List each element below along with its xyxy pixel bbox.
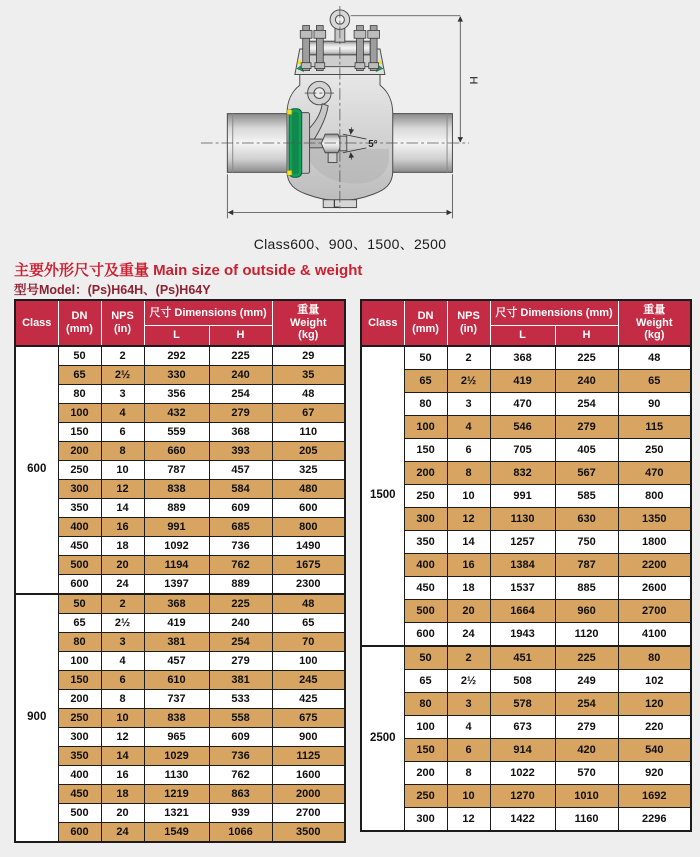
table-cell: 1130: [144, 766, 209, 785]
table-cell: 10: [447, 785, 490, 808]
table-cell: 100: [404, 416, 447, 439]
table-cell: 12: [447, 508, 490, 531]
table-cell: 863: [209, 785, 272, 804]
table-cell: 673: [490, 716, 555, 739]
table-cell: 419: [144, 614, 209, 633]
table-cell: 200: [404, 762, 447, 785]
table-cell: 425: [272, 690, 345, 709]
col-header-weight: 重量 Weight (kg): [618, 300, 691, 346]
table-cell: 2600: [618, 577, 691, 600]
table-cell: 1219: [144, 785, 209, 804]
table-cell: 1120: [555, 623, 618, 647]
table-cell: 381: [144, 633, 209, 652]
col-header-nps: NPS (in): [101, 300, 144, 346]
table-cell: 570: [555, 762, 618, 785]
table-cell: 8: [101, 690, 144, 709]
table-cell: 245: [272, 671, 345, 690]
table-cell: 3: [447, 693, 490, 716]
table-cell: 1029: [144, 747, 209, 766]
dimensions-table-right: [360, 299, 692, 832]
table-cell: 70: [272, 633, 345, 652]
table-cell: 16: [447, 554, 490, 577]
table-cell: 457: [209, 461, 272, 480]
table-cell: 220: [618, 716, 691, 739]
table-cell: 600: [272, 499, 345, 518]
table-cell: 150: [404, 439, 447, 462]
table-cell: 325: [272, 461, 345, 480]
table-cell: 400: [404, 554, 447, 577]
table-cell: 432: [144, 404, 209, 423]
table-cell: 600: [58, 575, 101, 595]
table-cell: 8: [447, 462, 490, 485]
table-cell: 736: [209, 537, 272, 556]
table-cell: 12: [101, 480, 144, 499]
table-cell: 3500: [272, 823, 345, 843]
table-cell: 1125: [272, 747, 345, 766]
table-cell: 3: [101, 385, 144, 404]
table-cell: 115: [618, 416, 691, 439]
table-cell: 787: [144, 461, 209, 480]
table-cell: 67: [272, 404, 345, 423]
table-cell: 80: [404, 693, 447, 716]
table-cell: 2: [447, 646, 490, 670]
table-cell: 1537: [490, 577, 555, 600]
table-cell: 300: [404, 508, 447, 531]
table-cell: 450: [58, 537, 101, 556]
table-cell: 1066: [209, 823, 272, 843]
table-cell: 35: [272, 366, 345, 385]
table-cell: 1257: [490, 531, 555, 554]
table-cell: 1160: [555, 808, 618, 832]
table-cell: 240: [555, 370, 618, 393]
table-cell: 960: [555, 600, 618, 623]
table-cell: 100: [58, 652, 101, 671]
table-cell: 405: [555, 439, 618, 462]
table-cell: 16: [101, 766, 144, 785]
col-header-dn: DN (mm): [404, 300, 447, 346]
table-cell: 1092: [144, 537, 209, 556]
table-cell: 450: [404, 577, 447, 600]
table-cell: 480: [272, 480, 345, 499]
table-cell: 300: [58, 728, 101, 747]
table-cell: 736: [209, 747, 272, 766]
table-cell: 14: [101, 747, 144, 766]
table-cell: 10: [101, 709, 144, 728]
table-cell: 50: [58, 346, 101, 366]
table-cell: 225: [209, 594, 272, 614]
table-cell: 900: [272, 728, 345, 747]
table-cell: 254: [555, 693, 618, 716]
table-cell: 4: [447, 416, 490, 439]
table-cell: 249: [555, 670, 618, 693]
table-cell: 6: [101, 423, 144, 442]
table-cell: 2½: [447, 670, 490, 693]
table-cell: 254: [555, 393, 618, 416]
table-cell: 705: [490, 439, 555, 462]
table-cell: 4: [101, 652, 144, 671]
table-cell: 24: [101, 575, 144, 595]
table-cell: 250: [58, 709, 101, 728]
table-cell: 356: [144, 385, 209, 404]
dimension-tables: [14, 299, 692, 843]
table-cell: 2: [101, 346, 144, 366]
table-cell: 1270: [490, 785, 555, 808]
table-cell: 279: [555, 416, 618, 439]
table-cell: 250: [618, 439, 691, 462]
dim-h-label: H: [467, 76, 480, 85]
table-cell: 254: [209, 385, 272, 404]
table-cell: 939: [209, 804, 272, 823]
table-cell: 420: [555, 739, 618, 762]
table-cell: 914: [490, 739, 555, 762]
table-cell: 500: [58, 556, 101, 575]
table-cell: 80: [58, 633, 101, 652]
table-cell: 150: [58, 423, 101, 442]
table-cell: 609: [209, 499, 272, 518]
table-cell: 4: [101, 404, 144, 423]
table-cell: 10: [447, 485, 490, 508]
table-cell: 889: [144, 499, 209, 518]
table-cell: 1675: [272, 556, 345, 575]
table-cell: 2½: [101, 366, 144, 385]
table-cell: 8: [101, 442, 144, 461]
table-cell: 2296: [618, 808, 691, 832]
table-cell: 200: [404, 462, 447, 485]
table-cell: 50: [58, 594, 101, 614]
table-cell: 102: [618, 670, 691, 693]
table-cell: 20: [101, 556, 144, 575]
table-cell: 368: [490, 346, 555, 370]
table-cell: 279: [209, 404, 272, 423]
table-cell: 100: [404, 716, 447, 739]
table-cell: 4: [447, 716, 490, 739]
table-cell: 750: [555, 531, 618, 554]
class-cell: 1500: [361, 346, 404, 646]
table-cell: 6: [447, 739, 490, 762]
table-cell: 279: [209, 652, 272, 671]
table-cell: 838: [144, 709, 209, 728]
table-cell: 508: [490, 670, 555, 693]
table-cell: 8: [447, 762, 490, 785]
table-cell: 18: [101, 537, 144, 556]
table-cell: 400: [58, 518, 101, 537]
table-cell: 3: [101, 633, 144, 652]
table-cell: 16: [101, 518, 144, 537]
table-cell: 330: [144, 366, 209, 385]
table-cell: 2700: [618, 600, 691, 623]
table-cell: 300: [58, 480, 101, 499]
table-cell: 18: [101, 785, 144, 804]
dimensions-table-left: [14, 299, 346, 843]
table-cell: 559: [144, 423, 209, 442]
table-cell: 500: [404, 600, 447, 623]
table-cell: 800: [272, 518, 345, 537]
table-cell: 630: [555, 508, 618, 531]
table-cell: 2700: [272, 804, 345, 823]
table-cell: 762: [209, 556, 272, 575]
table-cell: 48: [272, 385, 345, 404]
class-cell: 600: [15, 346, 58, 594]
table-cell: 205: [272, 442, 345, 461]
table-cell: 470: [618, 462, 691, 485]
col-header-class: Class: [361, 300, 404, 346]
table-cell: 6: [447, 439, 490, 462]
table-cell: 451: [490, 646, 555, 670]
table-cell: 65: [272, 614, 345, 633]
dim-l-label: L: [332, 198, 340, 211]
table-cell: 14: [101, 499, 144, 518]
table-cell: 80: [58, 385, 101, 404]
table-cell: 1130: [490, 508, 555, 531]
table-cell: 400: [58, 766, 101, 785]
table-cell: 350: [58, 499, 101, 518]
table-cell: 12: [447, 808, 490, 832]
table-cell: 800: [618, 485, 691, 508]
table-cell: 2: [101, 594, 144, 614]
table-cell: 225: [555, 646, 618, 670]
col-header-dimensions: 尺寸 Dimensions (mm): [144, 300, 272, 326]
table-cell: 1422: [490, 808, 555, 832]
table-cell: 500: [58, 804, 101, 823]
table-cell: 2½: [101, 614, 144, 633]
table-cell: 1321: [144, 804, 209, 823]
table-cell: 419: [490, 370, 555, 393]
class-cell: 900: [15, 594, 58, 842]
col-header-dimensions: 尺寸 Dimensions (mm): [490, 300, 618, 326]
table-cell: 787: [555, 554, 618, 577]
table-cell: 240: [209, 366, 272, 385]
table-cell: 80: [404, 393, 447, 416]
table-cell: 965: [144, 728, 209, 747]
table-cell: 100: [272, 652, 345, 671]
table-cell: 20: [447, 600, 490, 623]
col-header-h: H: [209, 326, 272, 347]
col-header-dn: DN (mm): [58, 300, 101, 346]
table-cell: 470: [490, 393, 555, 416]
table-cell: 578: [490, 693, 555, 716]
table-cell: 3: [447, 393, 490, 416]
table-cell: 200: [58, 690, 101, 709]
table-cell: 250: [404, 785, 447, 808]
table-cell: 1194: [144, 556, 209, 575]
table-cell: 65: [404, 670, 447, 693]
table-cell: 24: [101, 823, 144, 843]
table-cell: 675: [272, 709, 345, 728]
table-cell: 6: [101, 671, 144, 690]
table-cell: 1350: [618, 508, 691, 531]
table-cell: 65: [58, 614, 101, 633]
table-cell: 2300: [272, 575, 345, 595]
table-cell: 1022: [490, 762, 555, 785]
model-line: 型号Model：(Ps)H64H、(Ps)H64Y: [14, 283, 211, 297]
table-cell: 368: [209, 423, 272, 442]
col-header-l: L: [144, 326, 209, 347]
table-cell: 300: [404, 808, 447, 832]
check-valve-cross-section: [170, 4, 500, 234]
drawing-caption: Class600、900、1500、2500: [253, 236, 447, 252]
table-cell: 200: [58, 442, 101, 461]
table-cell: 737: [144, 690, 209, 709]
valve-drawing: [170, 4, 500, 234]
table-cell: 20: [101, 804, 144, 823]
table-cell: 2000: [272, 785, 345, 804]
table-cell: 546: [490, 416, 555, 439]
table-cell: 610: [144, 671, 209, 690]
table-cell: 393: [209, 442, 272, 461]
table-cell: 50: [404, 646, 447, 670]
table-cell: 279: [555, 716, 618, 739]
table-cell: 920: [618, 762, 691, 785]
table-cell: 1943: [490, 623, 555, 647]
table-cell: 24: [447, 623, 490, 647]
table-cell: 567: [555, 462, 618, 485]
table-cell: 65: [618, 370, 691, 393]
table-cell: 4100: [618, 623, 691, 647]
table-cell: 240: [209, 614, 272, 633]
table-cell: 762: [209, 766, 272, 785]
table-cell: 48: [272, 594, 345, 614]
table-cell: 90: [618, 393, 691, 416]
table-cell: 1600: [272, 766, 345, 785]
table-cell: 584: [209, 480, 272, 499]
table-cell: 540: [618, 739, 691, 762]
table-cell: 250: [404, 485, 447, 508]
table-cell: 457: [144, 652, 209, 671]
table-cell: 120: [618, 693, 691, 716]
table-cell: 660: [144, 442, 209, 461]
col-header-l: L: [490, 326, 555, 347]
table-cell: 254: [209, 633, 272, 652]
table-cell: 1397: [144, 575, 209, 595]
table-cell: 2200: [618, 554, 691, 577]
table-cell: 65: [58, 366, 101, 385]
table-cell: 609: [209, 728, 272, 747]
table-cell: 1800: [618, 531, 691, 554]
table-cell: 885: [555, 577, 618, 600]
table-cell: 1384: [490, 554, 555, 577]
table-cell: 80: [618, 646, 691, 670]
table-cell: 838: [144, 480, 209, 499]
table-cell: 368: [144, 594, 209, 614]
col-header-class: Class: [15, 300, 58, 346]
table-cell: 991: [144, 518, 209, 537]
disc-hex-nut: [321, 134, 342, 153]
table-cell: 14: [447, 531, 490, 554]
col-header-nps: NPS (in): [447, 300, 490, 346]
class-cell: 2500: [361, 646, 404, 831]
table-cell: 12: [101, 728, 144, 747]
table-cell: 450: [58, 785, 101, 804]
table-cell: 10: [101, 461, 144, 480]
table-cell: 600: [404, 623, 447, 647]
table-cell: 29: [272, 346, 345, 366]
table-cell: 225: [555, 346, 618, 370]
table-cell: 1490: [272, 537, 345, 556]
table-cell: 1664: [490, 600, 555, 623]
table-cell: 2½: [447, 370, 490, 393]
angle-label: 5°: [368, 138, 378, 150]
col-header-h: H: [555, 326, 618, 347]
table-cell: 2: [447, 346, 490, 370]
table-cell: 18: [447, 577, 490, 600]
table-cell: 292: [144, 346, 209, 366]
table-cell: 1549: [144, 823, 209, 843]
table-cell: 600: [58, 823, 101, 843]
table-cell: 110: [272, 423, 345, 442]
table-cell: 889: [209, 575, 272, 595]
table-cell: 585: [555, 485, 618, 508]
table-cell: 48: [618, 346, 691, 370]
section-title: 主要外形尺寸及重量 Main size of outside & weight: [14, 262, 363, 279]
table-cell: 533: [209, 690, 272, 709]
table-cell: 685: [209, 518, 272, 537]
table-cell: 150: [404, 739, 447, 762]
table-cell: 1692: [618, 785, 691, 808]
col-header-weight: 重量 Weight (kg): [272, 300, 345, 346]
table-cell: 558: [209, 709, 272, 728]
table-cell: 150: [58, 671, 101, 690]
table-cell: 65: [404, 370, 447, 393]
table-cell: 1010: [555, 785, 618, 808]
table-cell: 250: [58, 461, 101, 480]
table-cell: 100: [58, 404, 101, 423]
table-cell: 50: [404, 346, 447, 370]
table-cell: 381: [209, 671, 272, 690]
table-cell: 832: [490, 462, 555, 485]
table-cell: 225: [209, 346, 272, 366]
table-cell: 350: [404, 531, 447, 554]
table-cell: 991: [490, 485, 555, 508]
table-cell: 350: [58, 747, 101, 766]
